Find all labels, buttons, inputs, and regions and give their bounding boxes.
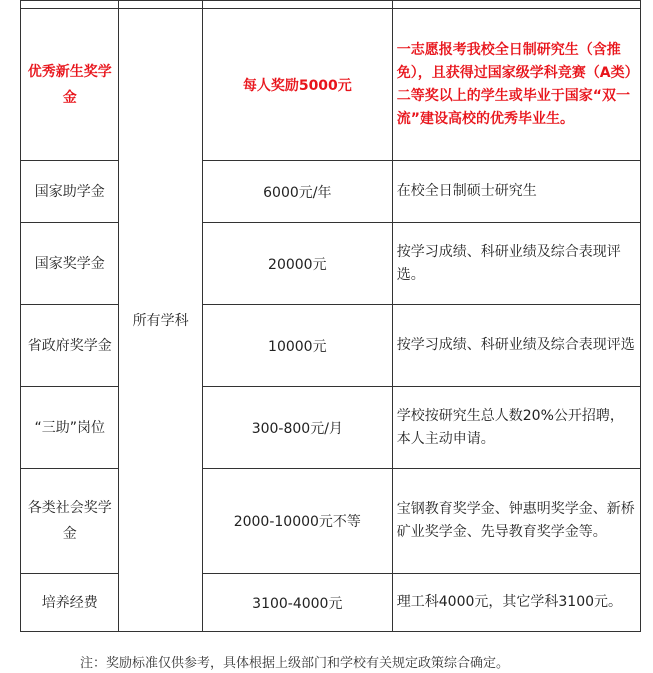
award-name: 各类社会奖学金 — [27, 500, 112, 542]
criteria-cell — [392, 574, 640, 632]
amount-cell — [202, 305, 392, 387]
table-row — [21, 574, 641, 632]
award-criteria: 理工科4000元，其它学科3100元。 — [396, 594, 623, 610]
table-row — [21, 9, 641, 161]
award-criteria: 在校全日制硕士研究生 — [396, 183, 537, 199]
award-amount: 每人奖励5000元 — [242, 77, 352, 94]
award-name-cell — [21, 161, 119, 223]
award-criteria: 宝钢教育奖学金、钟惠明奖学金、新桥矿业奖学金、先导教育奖学金等。 — [396, 501, 635, 540]
subject-label: 所有学科 — [132, 313, 189, 329]
award-name: 培养经费 — [41, 594, 98, 611]
award-amount: 2000-10000元不等 — [233, 514, 361, 530]
award-name: “三助”岗位 — [34, 419, 105, 436]
criteria-cell — [392, 305, 640, 387]
award-name-cell — [21, 223, 119, 305]
award-name: 优秀新生奖学金 — [27, 63, 112, 106]
amount-cell — [202, 223, 392, 305]
criteria-cell — [392, 387, 640, 469]
amount-cell — [202, 9, 392, 161]
award-amount: 300-800元/月 — [251, 420, 343, 437]
award-name-cell — [21, 305, 119, 387]
footnote: 注：奖励标准仅供参考，具体根据上级部门和学校有关规定政策综合确定。 — [80, 656, 510, 671]
criteria-cell — [392, 223, 640, 305]
table-cell — [202, 1, 392, 9]
table-row — [21, 305, 641, 387]
award-name: 国家助学金 — [34, 183, 105, 200]
table-row — [21, 161, 641, 223]
table-row — [21, 469, 641, 574]
top-empty-row — [21, 1, 641, 9]
award-name-cell — [21, 9, 119, 161]
subject-cell — [119, 9, 202, 632]
award-criteria: 一志愿报考我校全日制研究生（含推免），且获得过国家级学科竞赛（A类）二等奖以上的学生或毕业于国家“双一流”建设高校的优秀毕业生。 — [396, 41, 632, 127]
amount-cell — [202, 469, 392, 574]
scholarship-table — [20, 0, 641, 632]
table-row — [21, 223, 641, 305]
criteria-cell — [392, 161, 640, 223]
award-name: 国家奖学金 — [34, 255, 105, 272]
table-cell — [392, 1, 640, 9]
award-criteria: 学校按研究生总人数20%公开招聘，本人主动申请。 — [396, 407, 624, 447]
amount-cell — [202, 574, 392, 632]
criteria-cell — [392, 469, 640, 574]
criteria-cell — [392, 9, 640, 161]
award-amount: 10000元 — [268, 338, 327, 355]
table-row — [21, 387, 641, 469]
award-name-cell — [21, 387, 119, 469]
award-name-cell — [21, 574, 119, 632]
shared-subject-cell-top — [119, 1, 202, 9]
award-amount: 3100-4000元 — [252, 595, 343, 612]
award-criteria: 按学习成绩、科研业绩及综合表现评选 — [396, 337, 635, 353]
award-name-cell — [21, 469, 119, 574]
award-name: 省政府奖学金 — [27, 337, 112, 354]
award-amount: 20000元 — [268, 256, 327, 273]
amount-cell — [202, 161, 392, 223]
award-criteria: 按学习成绩、科研业绩及综合表现评选。 — [396, 243, 621, 283]
table-cell — [21, 1, 119, 9]
award-amount: 6000元/年 — [263, 184, 332, 201]
amount-cell — [202, 387, 392, 469]
